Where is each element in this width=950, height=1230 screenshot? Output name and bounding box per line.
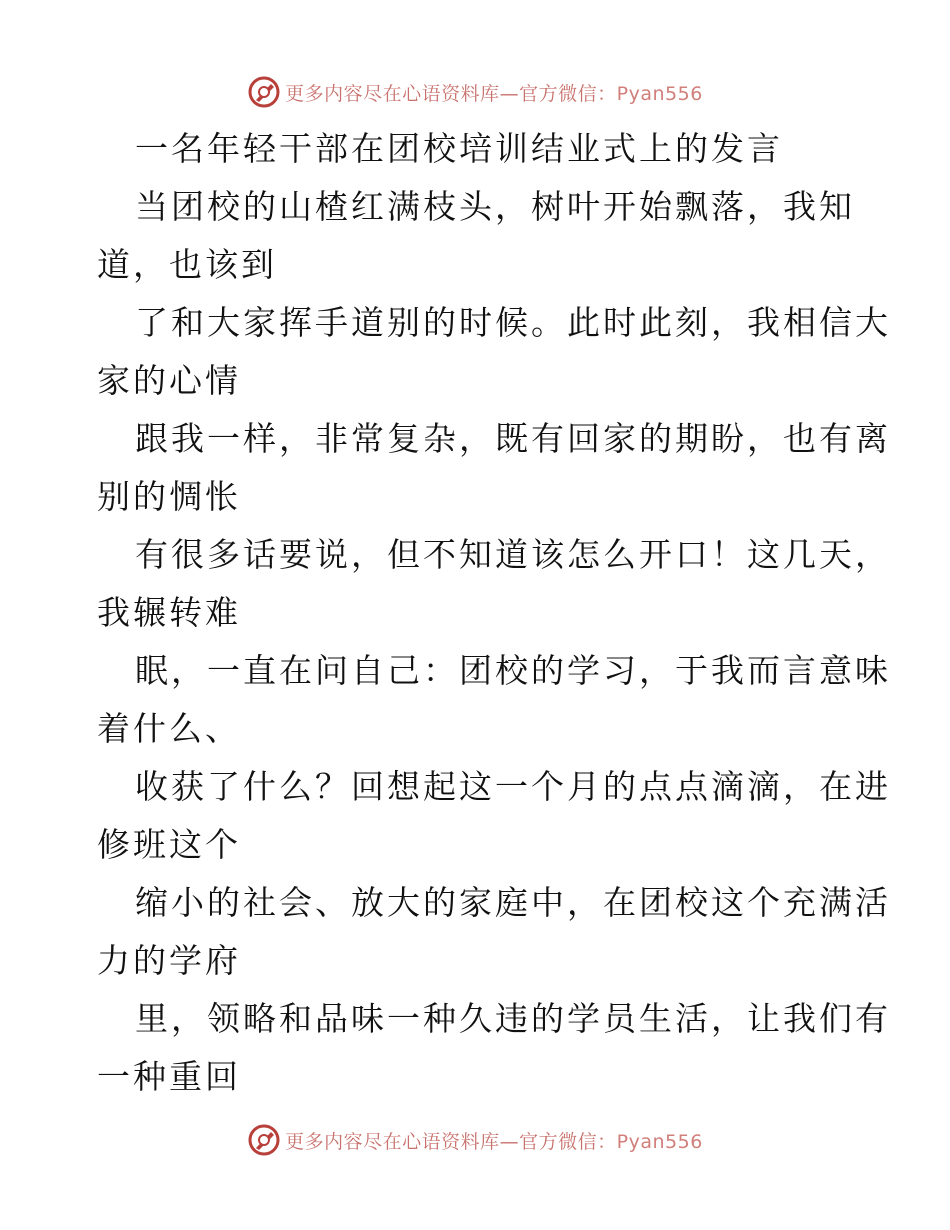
paragraph-line: 修班这个 bbox=[97, 825, 241, 864]
paragraph-line: 别的惆怅 bbox=[97, 477, 241, 516]
paragraph-line: 一种重回 bbox=[97, 1057, 241, 1096]
paragraph-line: 家的心情 bbox=[97, 361, 241, 400]
paragraph-line: 收获了什么？回想起这一个月的点点滴滴，在进 bbox=[135, 767, 891, 806]
banner-label: 更多内容尽在心语资料库—官方微信： bbox=[285, 1130, 617, 1153]
banner-text bbox=[285, 1127, 703, 1154]
footer-banner bbox=[0, 1120, 950, 1160]
paragraph-line: 着什么、 bbox=[97, 709, 241, 748]
document-title: 一名年轻干部在团校培训结业式上的发言 bbox=[135, 129, 783, 168]
document-body bbox=[97, 120, 891, 1106]
paragraph-line: 道，也该到 bbox=[97, 245, 277, 284]
quill-logo-icon bbox=[247, 1123, 281, 1157]
banner-text bbox=[285, 79, 703, 106]
paragraph-line: 眠，一直在问自己：团校的学习，于我而言意味 bbox=[135, 651, 891, 690]
header-banner bbox=[0, 72, 950, 112]
paragraph-line: 有很多话要说，但不知道该怎么开口！这几天， bbox=[135, 535, 891, 574]
wechat-id: Pyan556 bbox=[616, 1130, 703, 1153]
paragraph-line: 我辗转难 bbox=[97, 593, 241, 632]
paragraph-line: 了和大家挥手道别的时候。此时此刻，我相信大 bbox=[135, 303, 891, 342]
paragraph-line: 里，领略和品味一种久违的学员生活，让我们有 bbox=[135, 999, 891, 1038]
paragraph-line: 跟我一样，非常复杂，既有回家的期盼，也有离 bbox=[135, 419, 891, 458]
paragraph-line: 当团校的山楂红满枝头，树叶开始飘落，我知 bbox=[135, 187, 855, 226]
wechat-id: Pyan556 bbox=[616, 82, 703, 105]
paragraph-line: 缩小的社会、放大的家庭中，在团校这个充满活 bbox=[135, 883, 891, 922]
quill-logo-icon bbox=[247, 75, 281, 109]
banner-label: 更多内容尽在心语资料库—官方微信： bbox=[285, 82, 617, 105]
paragraph-line: 力的学府 bbox=[97, 941, 241, 980]
